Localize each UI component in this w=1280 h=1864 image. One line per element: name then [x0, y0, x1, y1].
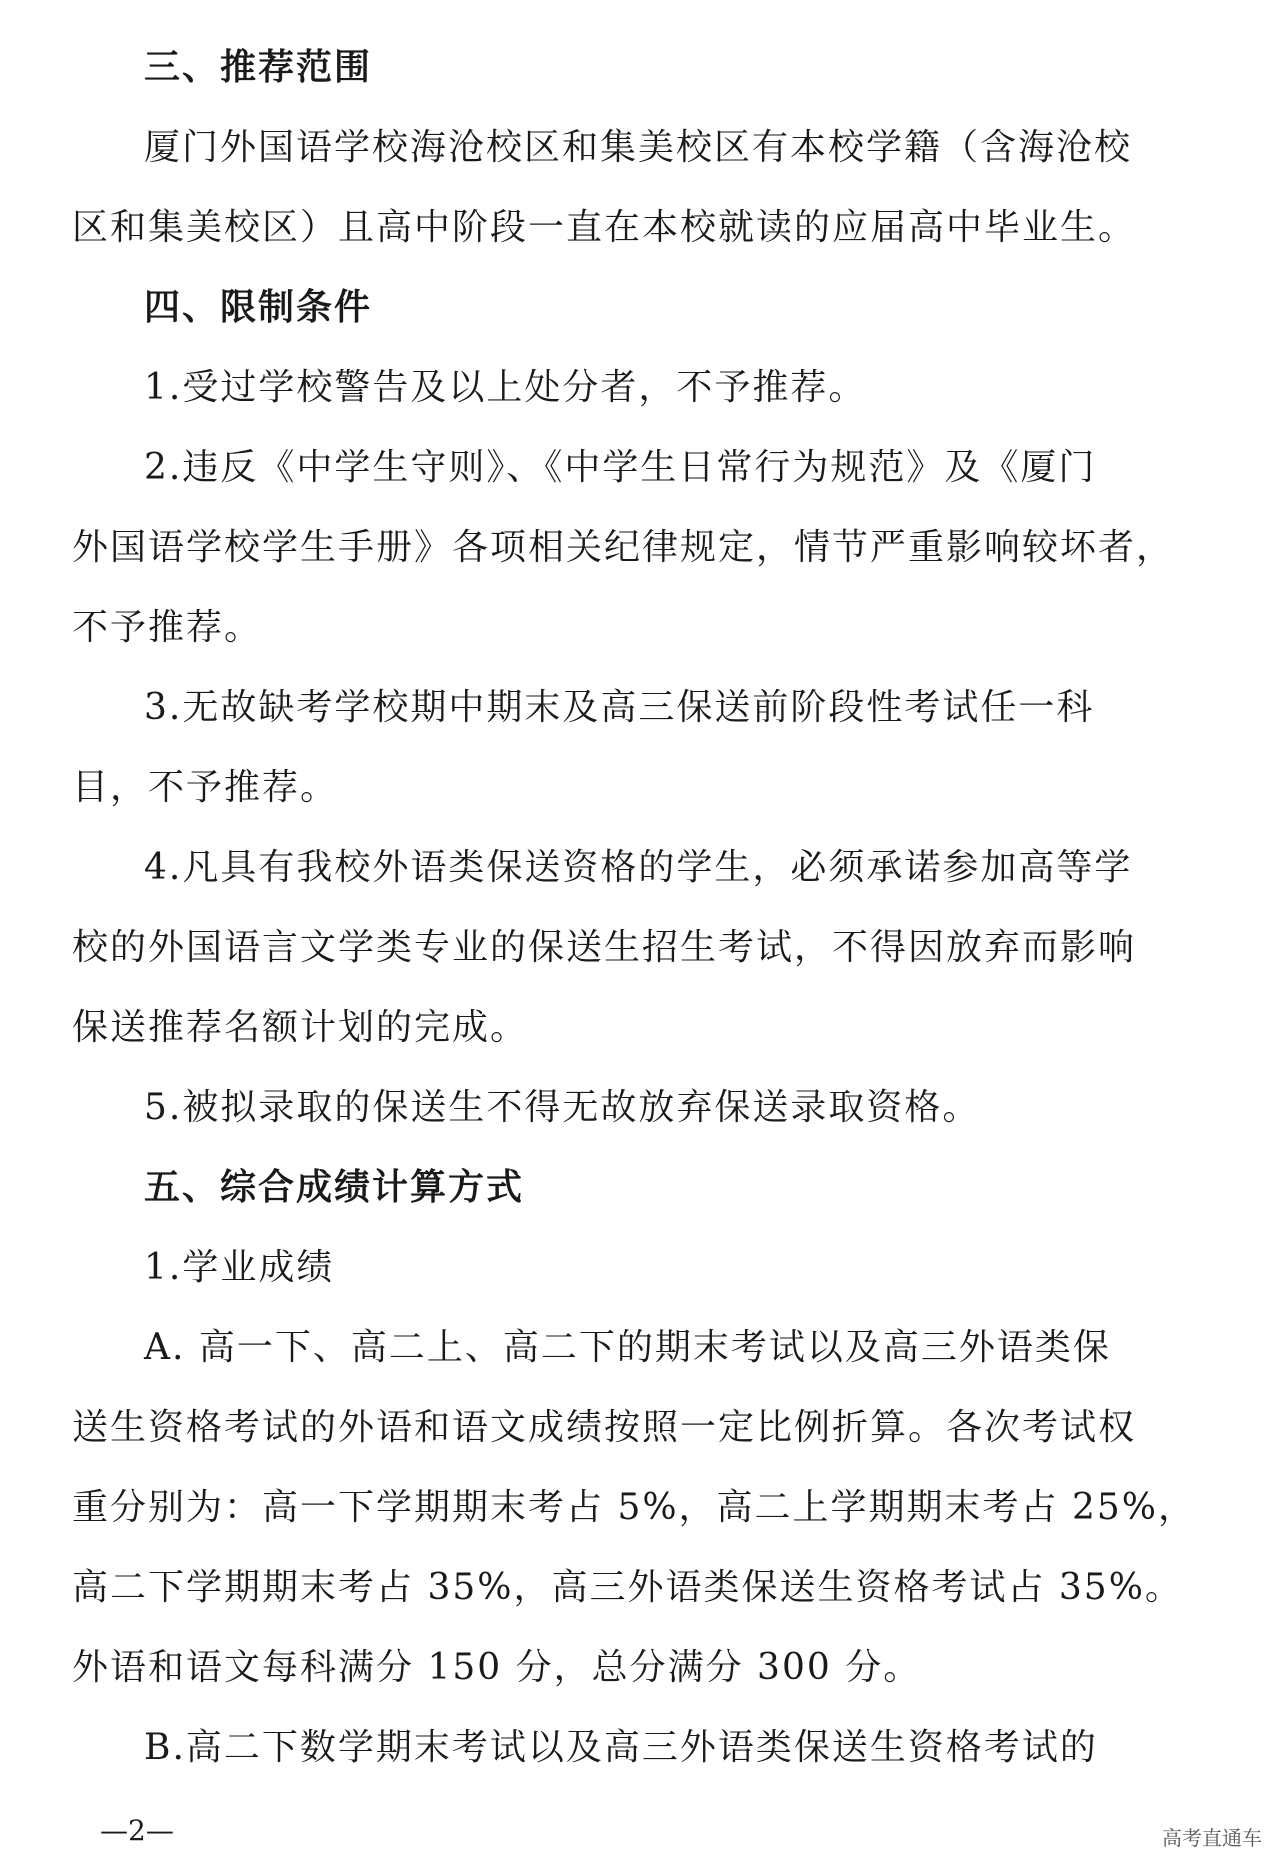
section-heading-3: 三、推荐范围 [144, 47, 373, 88]
subheading-academic: 1.学业成绩 [144, 1247, 335, 1288]
part-b-line: B.高二下数学期末考试以及高三外语类保送生资格考试的 [144, 1727, 1098, 1768]
list-item-5: 5.被拟录取的保送生不得无故放弃保送录取资格。 [144, 1087, 981, 1128]
paragraph-line: 区和集美校区）且高中阶段一直在本校就读的应届高中毕业生。 [72, 207, 1137, 248]
part-a-line: 重分别为：高一下学期期末考占 5%，高二上学期期末考占 25%， [72, 1487, 1197, 1528]
list-item-3: 3.无故缺考学校期中期末及高三保送前阶段性考试任一科 [144, 687, 1095, 728]
list-item-2: 2.违反《中学生守则》、《中学生日常行为规范》及《厦门 [144, 447, 1097, 488]
section-heading-4: 四、限制条件 [144, 287, 373, 328]
section-heading-5: 五、综合成绩计算方式 [144, 1167, 525, 1208]
list-item-4-cont: 保送推荐名额计划的完成。 [72, 1007, 529, 1048]
part-a-line: 外语和语文每科满分 150 分，总分满分 300 分。 [72, 1647, 922, 1688]
list-item-4: 4.凡具有我校外语类保送资格的学生，必须承诺参加高等学 [144, 847, 1133, 888]
watermark: 高考直通车 [1162, 1826, 1262, 1850]
paragraph-line: 厦门外国语学校海沧校区和集美校区有本校学籍（含海沧校 [144, 127, 1133, 168]
page-number: —2— [100, 1814, 174, 1847]
list-item-1: 1.受过学校警告及以上处分者，不予推荐。 [144, 367, 867, 408]
list-item-2-cont: 外国语学校学生手册》各项相关纪律规定，情节严重影响较坏者， [72, 527, 1175, 568]
part-a-line: 高二下学期期末考占 35%，高三外语类保送生资格考试占 35%。 [72, 1567, 1183, 1608]
part-a-line: A. 高一下、高二上、高二下的期末考试以及高三外语类保 [144, 1327, 1111, 1368]
document-page [72, 28, 1197, 1788]
part-a-line: 送生资格考试的外语和语文成绩按照一定比例折算。各次考试权 [72, 1407, 1137, 1448]
list-item-4-cont: 校的外国语言文学类专业的保送生招生考试，不得因放弃而影响 [72, 927, 1137, 968]
list-item-3-cont: 目，不予推荐。 [72, 767, 339, 808]
list-item-2-cont: 不予推荐。 [72, 607, 263, 648]
